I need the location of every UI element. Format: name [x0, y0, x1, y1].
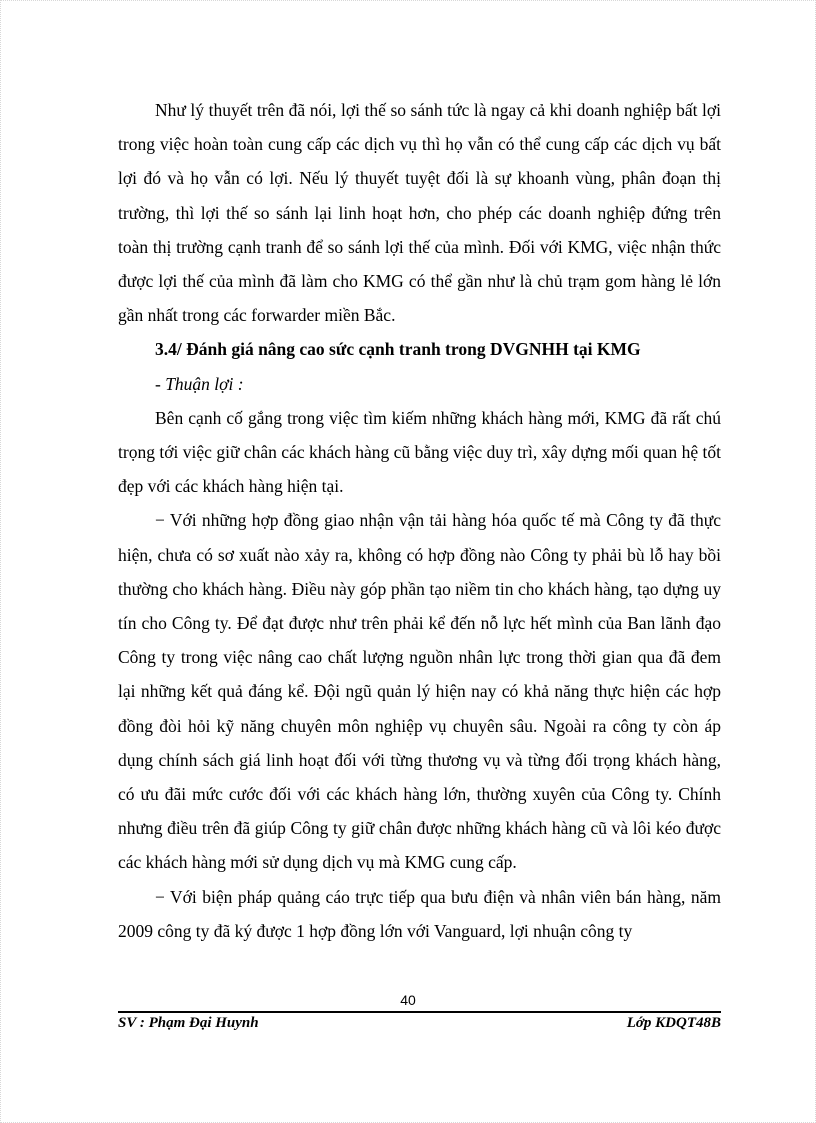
- paragraph-customer-retention: Bên cạnh cố gắng trong việc tìm kiếm những khách hàng mới, KMG đã rất chú trọng tới việc giữ chân các khách hàng cũ bằng việc duy trì, xây dựng mối quan hệ tốt đẹp với các khách hàng hiện tại.: [118, 407, 721, 497]
- footer-class-name: Lớp KDQT48B: [626, 1015, 721, 1031]
- subheading-advantages: - Thuận lợi :: [155, 373, 244, 394]
- paragraph-contracts: − Với những hợp đồng giao nhận vận tải hàng hóa quốc tế mà Công ty đã thực hiện, chưa có sơ xuất nào xảy ra, không có hợp đồng nào Công ty phải bù lỗ hay bồi thường cho khách hàng. Điều này góp phần tạo niềm tin cho khách hàng, tạo dựng uy tín cho Công ty. Để đạt được như trên phải kể đến nỗ lực hết mình của Ban lãnh đạo Công ty trong việc nâng cao chất lượng nguồn nhân lực trong thời gian qua đã đem lại những kết quả đáng kể. Đội ngũ quản lý hiện nay có khả năng thực hiện các hợp đồng đòi hỏi kỹ năng chuyên môn nghiệp vụ chuyên sâu. Ngoài ra công ty còn áp dụng chính sách giá linh hoạt đối với từng thương vụ và từng đối trọng khách hàng, có ưu đãi mức cước đối với các khách hàng lớn, thường xuyên của Công ty. Chính nhưng điều trên đã giúp Công ty giữ chân được những khách hàng cũ và lôi kéo được các khách hàng mới sử dụng dịch vụ mà KMG cung cấp.: [118, 510, 721, 873]
- paragraph-comparative-advantage: Như lý thuyết trên đã nói, lợi thế so sánh tức là ngay cả khi doanh nghiệp bất lợi trong việc hoàn toàn cung cấp các dịch vụ thì họ vẫn có thể cung cấp các dịch vụ bất lợi đó và họ vẫn có lợi. Nếu lý thuyết tuyệt đối là sự khoanh vùng, phân đoạn thị trường, thì lợi thế so sánh lại linh hoạt hơn, cho phép các doanh nghiệp đứng trên toàn thị trường cạnh tranh để so sánh lợi thế của mình. Đối với KMG, việc nhận thức được lợi thế của mình đã làm cho KMG có thể gần như là chủ trạm gom hàng lẻ lớn gần nhất trong các forwarder miền Bắc.: [118, 100, 721, 326]
- paragraph-advertising: − Với biện pháp quảng cáo trực tiếp qua bưu điện và nhân viên bán hàng, năm 2009 công ty đã ký được 1 hợp đồng lớn với Vanguard, lợi nhuận công ty: [118, 886, 721, 941]
- footer-divider: [118, 1011, 721, 1013]
- document-body: [118, 93, 721, 948]
- footer-student-name: SV : Phạm Đại Huynh: [118, 1015, 259, 1031]
- section-heading: 3.4/ Đánh giá nâng cao sức cạnh tranh trong DVGNHH tại KMG: [155, 339, 641, 360]
- page-number: 40: [400, 992, 416, 1008]
- page-footer: [118, 1015, 721, 1032]
